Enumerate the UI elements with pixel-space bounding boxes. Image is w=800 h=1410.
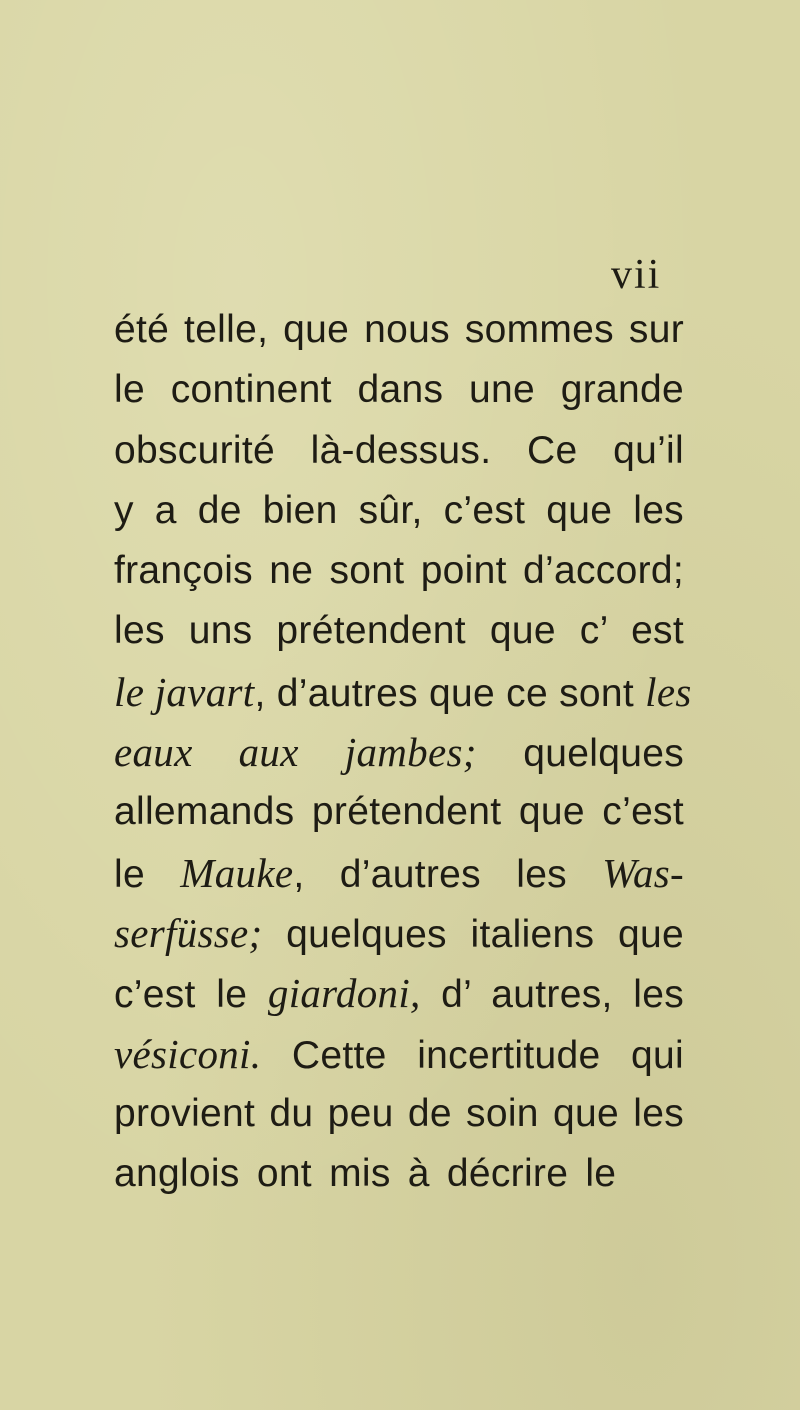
italic-term: les (645, 668, 692, 715)
text-line: vésiconi. Cette incertitude qui (114, 1030, 684, 1077)
text-line: le continent dans une grande (114, 368, 684, 412)
italic-term: giardoni, (267, 970, 421, 1017)
italic-term: serfüsse; (114, 909, 263, 956)
text-line: serfüsse; quelques italiens que (114, 909, 684, 956)
text-line: les uns prétendent que c’ est (114, 609, 684, 653)
text-line: le javart, d’autres que ce sont les (114, 668, 692, 715)
italic-term: eaux aux jambes; (114, 729, 477, 776)
text-line: été telle, que nous sommes sur (114, 308, 684, 351)
italic-term: vésiconi. (114, 1030, 262, 1077)
italic-term: Was- (602, 849, 684, 896)
italic-term: le javart (114, 668, 255, 715)
text-line: provient du peu de soin que les (114, 1091, 684, 1135)
text-line: eaux aux jambes; quelques (114, 729, 684, 776)
text-line: le Mauke, d’autres les Was- (114, 849, 684, 896)
italic-term: Mauke (180, 849, 294, 896)
text-line: y a de bien sûr, c’est que les (114, 488, 684, 532)
text-line: anglois ont mis à décrire le (114, 1152, 617, 1196)
text-line: obscurité là-dessus. Ce qu’il (114, 428, 684, 472)
page-number: vii (611, 252, 662, 298)
body-text (114, 300, 692, 1204)
text-line: allemands prétendent que c’est (114, 790, 684, 834)
text-line: françois ne sont point d’accord; (114, 549, 684, 593)
text-line: c’est le giardoni, d’ autres, les (114, 970, 685, 1017)
